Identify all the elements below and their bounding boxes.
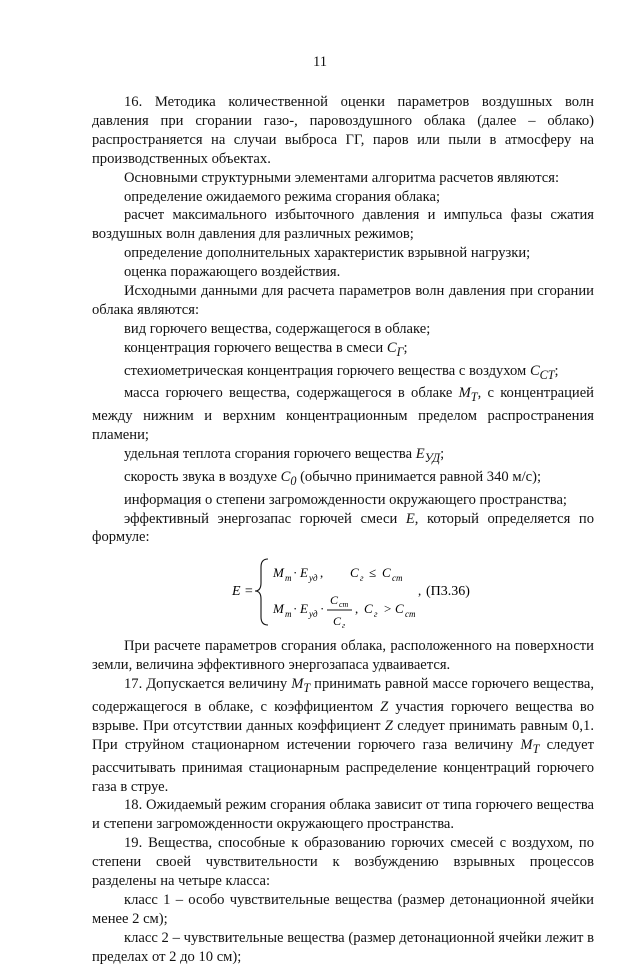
row2-e-sub: уд <box>309 609 318 620</box>
row2-m-sub: т <box>285 609 292 620</box>
input-item: эффективный энергозапас горючей смеси E, который определяется по формуле: <box>92 510 594 546</box>
row1-e: E <box>300 565 308 581</box>
row2-frac-num: C <box>330 593 339 608</box>
input-intro: Исходными данными для расчета параметров волн давления при сгорании облака являются: <box>92 283 594 318</box>
row1-m: M <box>273 565 284 581</box>
row1-le: ≤ <box>369 565 377 581</box>
paragraph-17: 17. Допускается величину $M_Т$ принимать равной массе горючего вещества, содержащегося в облаке, с коэффициентом Z участия горючего вещества во взрыве. При отсутствии данных коэффициент Z следует принимать равным 0,1. При струйном стационарном истечении горючего газа величину $M_Т$ следует рассчитывать принимая стационарным распределение концентраций горючего газа в струе. <box>92 676 594 795</box>
row1-cond-c: C <box>350 565 359 581</box>
structural-item: определение дополнительных характеристик взрывной нагрузки; <box>124 245 531 262</box>
input-item: масса горючего вещества, содержащегося в облаке $M_Т$, с концентрацией между нижним и верхним концентрационным пределом распространения пламени; <box>92 385 594 444</box>
after-formula: При расчете параметров сгорания облака, расположенного на поверхности земли, величина эффективного энергозапаса удваивается. <box>92 638 594 674</box>
row1-e-sub: уд <box>309 573 318 584</box>
class-2: класс 2 – чувствительные вещества (размер детонационной ячейки лежит в пределах от 2 до 10 см); <box>92 929 594 965</box>
structural-item: оценка поражающего воздействия. <box>124 264 341 281</box>
input-item: стехиометрическая концентрация горючего вещества с воздухом $C_{СТ}$; <box>124 362 559 382</box>
row2-comma: , <box>355 601 359 617</box>
class-1: класс 1 – особо чувствительные вещества (размер детонационной ячейки менее 2 см); <box>92 891 594 927</box>
paragraph-18: 18. Ожидаемый режим сгорания облака зависит от типа горючего вещества и степени загроможденности окружающего пространства. <box>92 797 594 833</box>
row2-e: E <box>300 601 308 617</box>
formula-label: (П3.36) <box>426 584 470 600</box>
row1-cond-sub: г <box>360 573 364 584</box>
paragraph-16: 16. Методика количественной оценки параметров воздушных волн давления при сгорании газо-, паровоздушного облака (далее – облако) распространяется на случаи выброса ГГ, паров или пыли в атмосферу на производственных объектах. <box>92 94 594 167</box>
input-item: информация о степени загроможденности окружающего пространства; <box>124 491 567 508</box>
row2-dot: · <box>293 601 298 617</box>
paragraph-19: 19. Вещества, способные к образованию горючих смесей с воздухом, по степени своей чувствительности к возбуждению взрывных процессов разделены на четыре класса: <box>92 835 594 890</box>
brace-icon <box>255 559 268 625</box>
row1-dot: · <box>293 565 298 581</box>
row2-frac-num-sub: ст <box>339 600 349 610</box>
structural-intro: Основными структурными элементами алгоритма расчетов являются: <box>124 169 560 186</box>
formula-p3-36 <box>92 553 594 629</box>
row2-gt: > <box>384 601 392 617</box>
input-item: вид горючего вещества, содержащегося в облаке; <box>124 320 431 337</box>
input-item: скорость звука в воздухе $C_0$ (обычно принимается равной 340 м/с); <box>124 468 542 488</box>
formula-comma: , <box>418 583 422 599</box>
page-number: 11 <box>312 54 328 70</box>
structural-item: расчет максимального избыточного давления и импульса фазы сжатия воздушных волн давления для различных режимов; <box>92 207 594 243</box>
input-item: удельная теплота сгорания горючего вещества $E_{УД}$; <box>124 446 445 465</box>
row2-cond-sub: г <box>374 609 378 620</box>
structural-item: определение ожидаемого режима сгорания облака; <box>124 188 441 205</box>
row2-frac-den-sub: г <box>342 621 346 630</box>
row1-comma: , <box>320 565 324 581</box>
document-body <box>92 93 594 967</box>
row2-dot2: · <box>320 601 325 617</box>
row1-cst: C <box>382 565 391 581</box>
row2-cond-c: C <box>364 601 373 617</box>
input-item: концентрация горючего вещества в смеси $C_Г$; <box>124 339 408 359</box>
row2-m: M <box>273 601 284 617</box>
row1-cst-sub: ст <box>392 573 403 584</box>
row1-m-sub: т <box>285 573 292 584</box>
row2-frac-den: C <box>333 614 342 629</box>
row2-cst: C <box>395 601 404 617</box>
row2-cst-sub: ст <box>405 609 416 620</box>
formula-graphic <box>92 553 594 629</box>
formula-lhs: E = <box>232 584 254 600</box>
